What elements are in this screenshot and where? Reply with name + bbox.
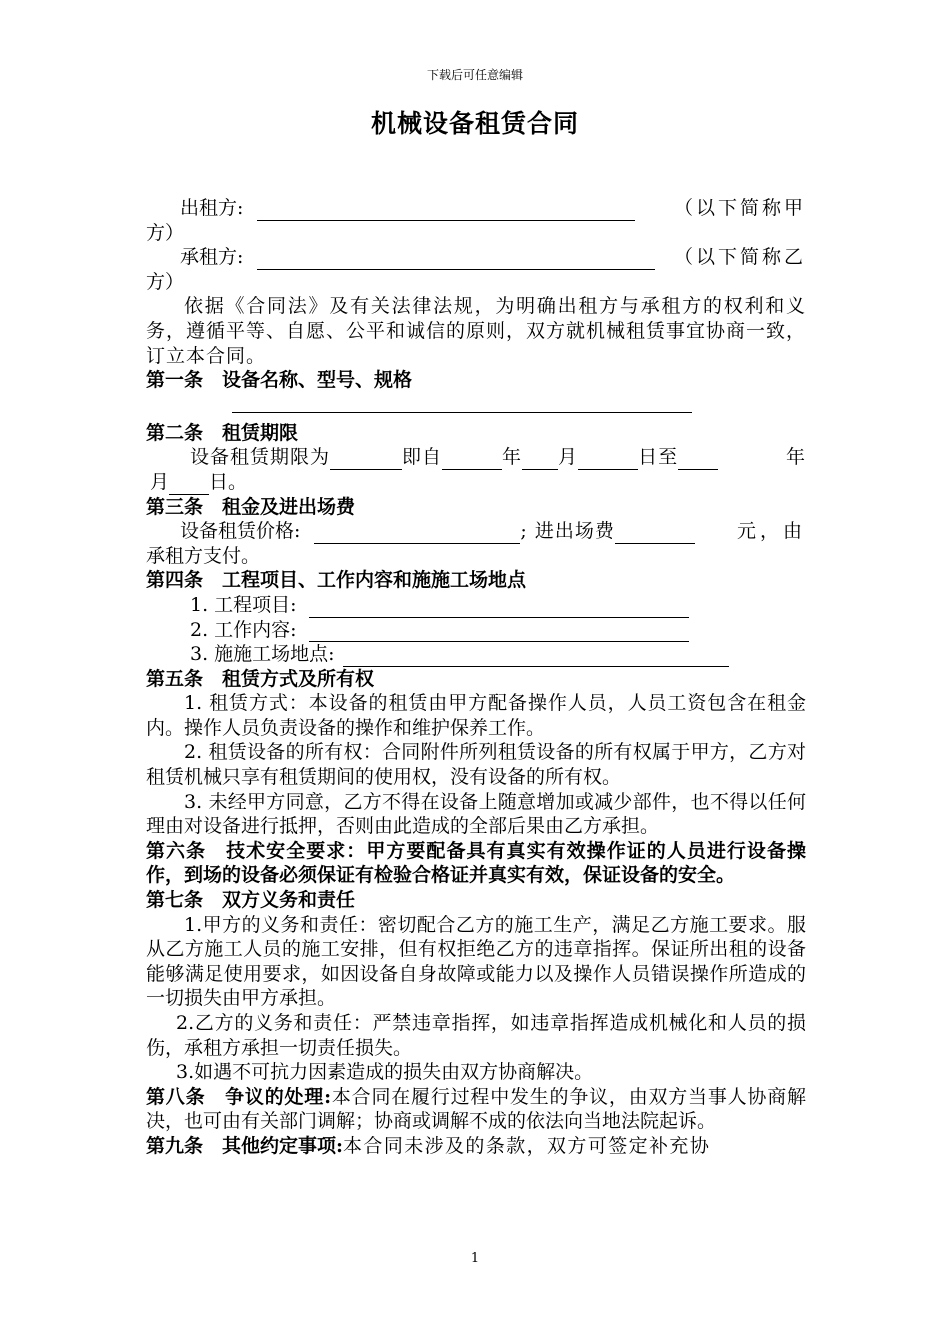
year-label: 年	[502, 446, 523, 469]
site-line	[146, 642, 806, 667]
lessee-line	[146, 245, 806, 270]
rental-price-label: 设备租赁价格:	[180, 520, 301, 543]
month-label: 月	[558, 446, 579, 469]
lessor-blank[interactable]	[257, 201, 635, 221]
article-2-line-2	[146, 470, 806, 495]
article-2-title: 第二条 租赁期限	[146, 421, 299, 444]
start-month-blank[interactable]	[522, 450, 558, 470]
article-9-text: 本合同未涉及的条款，双方可签定补充协	[343, 1134, 711, 1157]
article-7-title: 第七条 双方义务和责任	[146, 889, 356, 912]
project-label: 1. 工程项目:	[190, 593, 297, 616]
article-3-title: 第三条 租金及进出场费	[146, 495, 356, 518]
article-8-text: 本合同在履行过程中发生的争议，由双方当事人协商解决，也可由有关部门调解；协商或调解不成的依法向当地法院起诉。	[146, 1085, 806, 1133]
rental-price-blank[interactable]	[314, 524, 520, 544]
intro-paragraph: 依据《合同法》及有关法律法规，为明确出租方与承租方的权利和义务，遵循平等、自愿、公平和诚信的原则，双方就机械租赁事宜协商一致，订立本合同。	[146, 295, 807, 367]
article-6: 第六条 技术安全要求：甲方要配备具有真实有效操作证的人员进行设备操作，到场的设备必须保证有检验合格证并真实有效，保证设备的安全。	[146, 839, 806, 887]
lessee-suffix: （以下简称乙	[673, 246, 806, 269]
article-9-title: 第九条 其他约定事项:	[146, 1134, 344, 1157]
article-2-line	[146, 445, 806, 470]
start-day-blank[interactable]	[578, 450, 638, 470]
project-blank[interactable]	[309, 598, 689, 618]
lessee-blank[interactable]	[257, 250, 655, 270]
article-3-line	[146, 519, 806, 544]
entry-fee-label: ; 进出场费	[520, 520, 615, 543]
end-year-blank[interactable]	[678, 450, 718, 470]
article-7-item-1: 1.甲方的义务和责任：密切配合乙方的施工生产，满足乙方施工要求。服从乙方施工人员的施工安排，但有权拒绝乙方的违章指挥。保证所出租的设备能够满足使用要求，如因设备自身故障或能力以及操作人员错误操作所造成的一切损失由甲方承担。	[146, 913, 806, 1010]
equipment-spec-blank[interactable]	[232, 393, 692, 413]
lease-term-label: 设备租赁期限为	[190, 446, 331, 469]
year-label-2: 年	[785, 446, 806, 469]
lessee-label: 承租方:	[180, 246, 244, 269]
work-content-blank[interactable]	[309, 622, 689, 642]
site-label: 3. 施施工场地点:	[190, 643, 335, 666]
article-5-item-3: 3. 未经甲方同意，乙方不得在设备上随意增加或减少部件，也不得以任何理由对设备进行抵押，否则由此造成的全部后果由乙方承担。	[146, 790, 806, 838]
article-5-item-2: 2. 租赁设备的所有权：合同附件所列租赁设备的所有权属于甲方，乙方对租赁机械只享有租赁期间的使用权，没有设备的所有权。	[146, 741, 806, 789]
lessor-label: 出租方:	[180, 197, 244, 219]
article-5-item-1: 1. 租赁方式：本设备的租赁由甲方配备操作人员，人员工资包含在租金内。操作人员负责设备的操作和维护保养工作。	[146, 692, 806, 739]
article-8	[146, 1085, 806, 1134]
lessor-line	[146, 196, 806, 221]
lessee-suffix-cont: 方）	[146, 270, 185, 293]
document-title: 机械设备租赁合同	[370, 109, 579, 138]
lease-term-blank[interactable]	[330, 450, 402, 470]
entry-fee-blank[interactable]	[615, 524, 695, 544]
site-blank[interactable]	[343, 647, 729, 667]
article-5-title: 第五条 租赁方式及所有权	[146, 667, 375, 690]
article-7-item-2: 2.乙方的义务和责任：严禁违章指挥，如违章指挥造成机械化和人员的损伤，承租方承担一切责任损失。	[146, 1012, 806, 1059]
article-8-title: 第八条 争议的处理:	[146, 1085, 332, 1108]
contract-body	[146, 196, 806, 1159]
lease-from-label: 即自	[402, 446, 443, 469]
page-number: 1	[470, 1251, 480, 1266]
article-1-title: 第一条 设备名称、型号、规格	[146, 369, 413, 392]
article-4-title: 第四条 工程项目、工作内容和施施工场地点	[146, 569, 527, 592]
day-label: 日。	[209, 470, 248, 493]
header-note: 下载后可任意编辑	[426, 68, 523, 82]
month-label-2: 月	[150, 470, 170, 493]
work-content-line	[146, 618, 806, 643]
lessor-suffix-cont: 方）	[146, 221, 185, 244]
start-year-blank[interactable]	[442, 450, 502, 470]
end-day-blank[interactable]	[169, 475, 209, 495]
yuan-label: 元，由	[736, 520, 806, 543]
article-7-item-3: 3.如遇不可抗力因素造成的损失由双方协商解决。	[176, 1061, 594, 1084]
work-content-label: 2. 工作内容:	[190, 618, 297, 641]
article-9	[146, 1134, 806, 1159]
article-1-line	[146, 393, 806, 417]
article-3-line-2: 承租方支付。	[146, 544, 261, 567]
lessor-suffix: （以下简称甲	[673, 197, 806, 219]
project-line	[146, 593, 806, 618]
to-label: 日至	[638, 446, 679, 469]
